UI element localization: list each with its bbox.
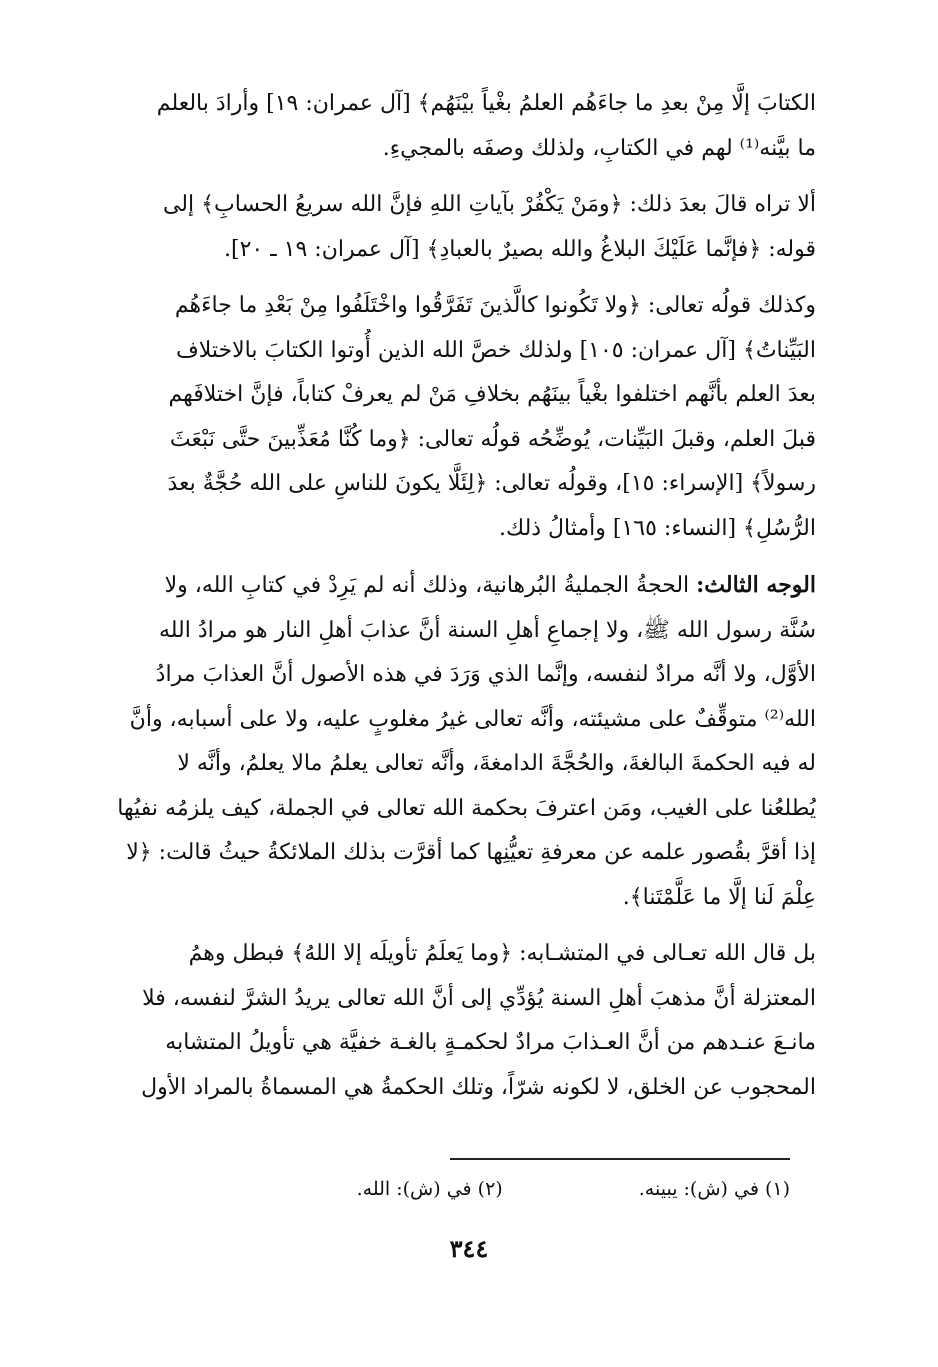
page-number: ٣٤٤ bbox=[449, 1234, 489, 1263]
text-line: المعتزلة أنَّ مذهبَ أهلِ السنة يُؤدِّي إلى أنَّ الله تعالى يريدُ الشرَّ لنفسه، فلا bbox=[142, 985, 816, 1011]
text-line: البَيِّناتُ﴾ [آل عمران: ١٠٥] ولذلك خصَّ الله الذين أُوتوا الكتابَ بالاختلاف bbox=[175, 337, 816, 363]
paragraph-3 bbox=[104, 284, 816, 551]
text-line: المحجوب عن الخلق، لا لكونه شرّاً، وتلك الحكمةُ هي المسماةُ بالمراد الأول bbox=[141, 1074, 816, 1100]
text-line: الله⁽²⁾ متوقِّفٌ على مشيئته، وأنَّه تعالى غيرُ مغلوبٍ عليه، ولا على أسبابه، وأنَّ bbox=[129, 706, 816, 732]
text-line: وكذلك قولُه تعالى: ﴿ولا تَكُونوا كالَّذينَ تَفَرَّقُوا واخْتَلَفُوا مِنْ بَعْدِ ما جاءَهُم bbox=[174, 293, 816, 318]
paragraph-1 bbox=[104, 82, 816, 171]
footnote-divider bbox=[450, 1158, 790, 1160]
text-line: ألا تراه قالَ بعدَ ذلك: ﴿ومَنْ يَكْفُرْ بآياتِ اللهِ فإنَّ الله سريعُ الحسابِ﴾ إلى bbox=[162, 192, 816, 217]
paragraph-4 bbox=[104, 563, 816, 920]
text-line: ما بيَّنه⁽¹⁾ لهم في الكتابِ، ولذلك وصفَه بالمجيءِ. bbox=[382, 135, 816, 161]
footnote-2: (٢) في (ش): الله. bbox=[356, 1178, 503, 1200]
text-span: الحجةُ الجمليةُ البُرهانية، وذلك أنه لم يَرِدْ في كتابِ الله، ولا bbox=[164, 573, 697, 598]
text-line: الرُّسُلِ﴾ [النساء: ١٦٥] وأمثالُ ذلك. bbox=[499, 515, 816, 541]
text-line: قوله: ﴿فإنَّما عَلَيْكَ البلاغُ والله بصيرٌ بالعبادِ﴾ [آل عمران: ١٩ ـ ٢٠]. bbox=[224, 236, 816, 262]
text-line: بعدَ العلم بأنَّهم اختلفوا بغْياً بينَهُم بخلافِ مَنْ لم يعرفْ كتاباً، فإنَّ اختلافَهم bbox=[168, 382, 816, 407]
text-line: الأوَّل، ولا أنَّه مرادٌ لنفسه، وإنَّما الذي وَرَدَ في هذه الأصول أنَّ العذابَ مرادُ bbox=[155, 662, 816, 687]
section-heading: الوجه الثالث: bbox=[696, 572, 816, 598]
text-line: إذا أقرَّ بقُصور علمه عن معرفةِ تعيُّنِها كما أقرَّت بذلك الملائكةُ حيثُ قالت: ﴿لا bbox=[126, 840, 816, 865]
text-line: قبلَ العلم، وقبلَ البَيِّنات، يُوضِّحُه قولُه تعالى: ﴿وما كُنَّا مُعَذِّبينَ حتَّى نَبْعَثَ bbox=[169, 426, 816, 452]
footnotes bbox=[104, 1178, 790, 1200]
text-line: له فيه الحكمةَ البالغةَ، والحُجَّةَ الدامغةَ، وأنَّه تعالى يعلمُ مالا يعلمُ، وأنَّه لا bbox=[177, 751, 816, 776]
text-line: سُنَّة رسول الله ﷺ، ولا إجماعِ أهلِ السنة أنَّ عذابَ أهلِ النار هو مرادُ الله bbox=[158, 617, 816, 643]
footnote-1: (١) في (ش): يبينه. bbox=[638, 1178, 790, 1200]
text-line: عِلْمَ لَنا إلَّا ما عَلَّمْتَنا﴾. bbox=[622, 884, 816, 910]
paragraph-5 bbox=[104, 932, 816, 1110]
paragraph-2 bbox=[104, 183, 816, 272]
text-line: يُطلعُنا على الغيب، ومَن اعترفَ بحكمة الله تعالى في الجملة، كيف يلزمُه نفيُها bbox=[117, 795, 816, 821]
text-line: مانـعَ عنـدهم من أنَّ العـذابَ مرادٌ لحكمـةٍ بالغـة خفيَّة هي تأويلُ المتشابه bbox=[165, 1030, 816, 1055]
text-line: رسولاً﴾ [الإسراء: ١٥]، وقولُه تعالى: ﴿لِئَلَّا يكونَ للناسِ على الله حُجَّةٌ بعدَ bbox=[167, 471, 816, 496]
text-line bbox=[104, 563, 816, 609]
text-line: الكتابَ إلَّا مِنْ بعدِ ما جاءَهُم العلمُ بغْياً بيْنَهُم﴾ [آل عمران: ١٩] وأرادَ بالعلم bbox=[156, 91, 816, 116]
text-line: بل قال الله تعـالى في المتشـابه: ﴿وما يَعلَمُ تأويلَه إلا اللهُ﴾ فبطل وهمُ bbox=[188, 941, 816, 966]
page-body bbox=[104, 82, 816, 1110]
